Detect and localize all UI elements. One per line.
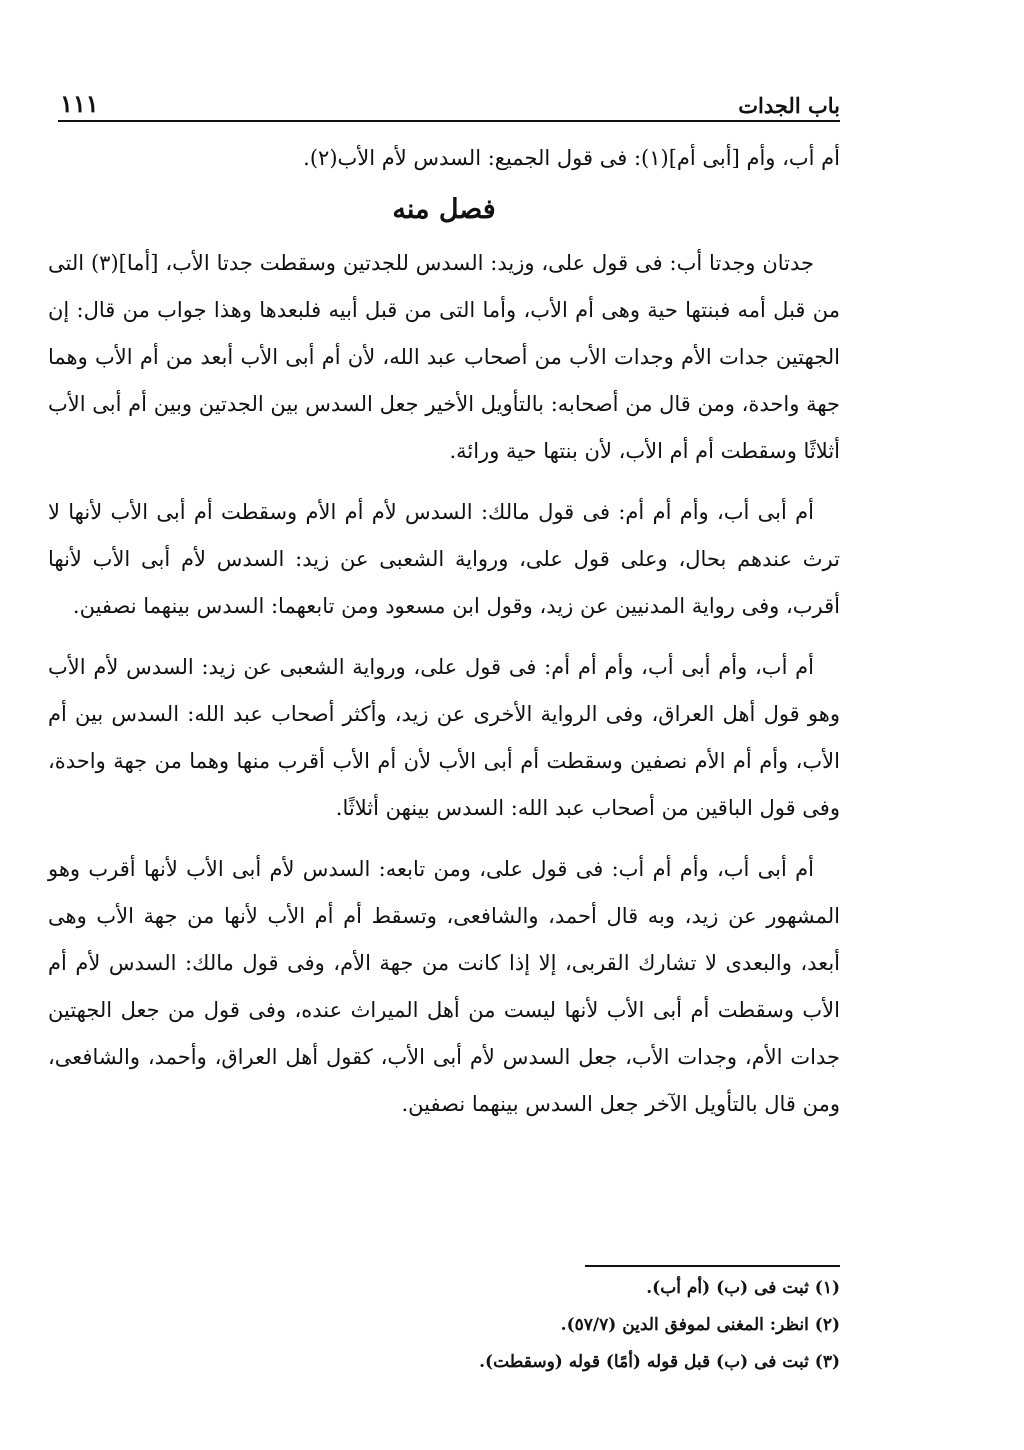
page-header: [60, 78, 840, 118]
paragraph-3: أم أب، وأم أبى أب، وأم أم أم: فى قول على، ورواية الشعبى عن زيد: السدس لأم الأب وهو قول أهل العراق، وفى الرواية الأخرى عن زيد، وأكثر أصحاب عبد الله: السدس بين أم الأب، وأم أم الأم نصفين وسقطت أم أبى الأب لأن أم الأب أقرب منها وهما من جهة واحدة، وفى قول الباقين من أصحاب عبد الله: السدس بينهن أثلاثًا.: [48, 655, 840, 820]
paragraph-1: جدتان وجدتا أب: فى قول على، وزيد: السدس للجدتين وسقطت جدتا الأب، [أما](٣) التى من قبل أمه فبنتها حية وهى أم الأب، وأما التى من قبل أبيه فلبعدها وهذا جواب من قال: إن الجهتين جدات الأم وجدات الأب من أصحاب عبد الله، لأن أم أبى الأب أبعد من أم الأب وهما جهة واحدة، ومن قال من أصحابه: بالتأويل الأخير جعل السدس بين الجدتين وبين أم أبى الأب أثلاثًا وسقطت أم أم الأب، لأن بنتها حية ورائة.: [48, 251, 840, 463]
footnote-separator: [585, 1265, 840, 1267]
paragraph-2: أم أبى أب، وأم أم أم: فى قول مالك: السدس لأم أم الأم وسقطت أم أبى الأب لأنها لا ترث عندهم بحال، وعلى قول على، ورواية الشعبى عن زيد: السدس لأم أبى الأب لأنها أقرب، وفى رواية المدنيين عن زيد، وقول ابن مسعود ومن تابعهما: السدس بينهما نصفين.: [48, 500, 840, 618]
footnote-1: (١) ثبت فى (ب) (أم أب).: [646, 1278, 840, 1298]
running-title: باب الجدات: [738, 93, 840, 118]
footnote-2: (٢) انظر: المغنى لموفق الدين (٥٧/٧).: [560, 1315, 840, 1335]
page-number: ١١١: [60, 89, 99, 118]
footnote-3: (٣) ثبت فى (ب) قبل قوله (أمًا) قوله (وسقطت).: [479, 1352, 840, 1372]
header-rule: [58, 120, 840, 122]
section-heading: فصل منه: [392, 194, 496, 225]
paragraph-4: أم أبى أب، وأم أم أب: فى قول على، ومن تابعه: السدس لأم أبى الأب لأنها أقرب وهو المشهور عن زيد، وبه قال أحمد، والشافعى، وتسقط أم أم الأب لأنها من جهة الأب وهى أبعد، والبعدى لا تشارك القربى، إلا إذا كانت من جهة الأم، وفى قول مالك: السدس لأم أم الأب وسقطت أم أبى الأب لأنها ليست من أهل الميراث عنده، وفى قول من جعل الجهتين جدات الأم، وجدات الأب، جعل السدس لأم أبى الأب، كقول أهل العراق، وأحمد، والشافعى، ومن قال بالتأويل الآخر جعل السدس بينهما نصفين.: [48, 857, 840, 1116]
main-text: [48, 135, 840, 1128]
footnotes: [300, 1270, 840, 1381]
intro-paragraph: أم أب، وأم [أبى أم](١): فى قول الجميع: السدس لأم الأب(٢).: [303, 146, 840, 170]
